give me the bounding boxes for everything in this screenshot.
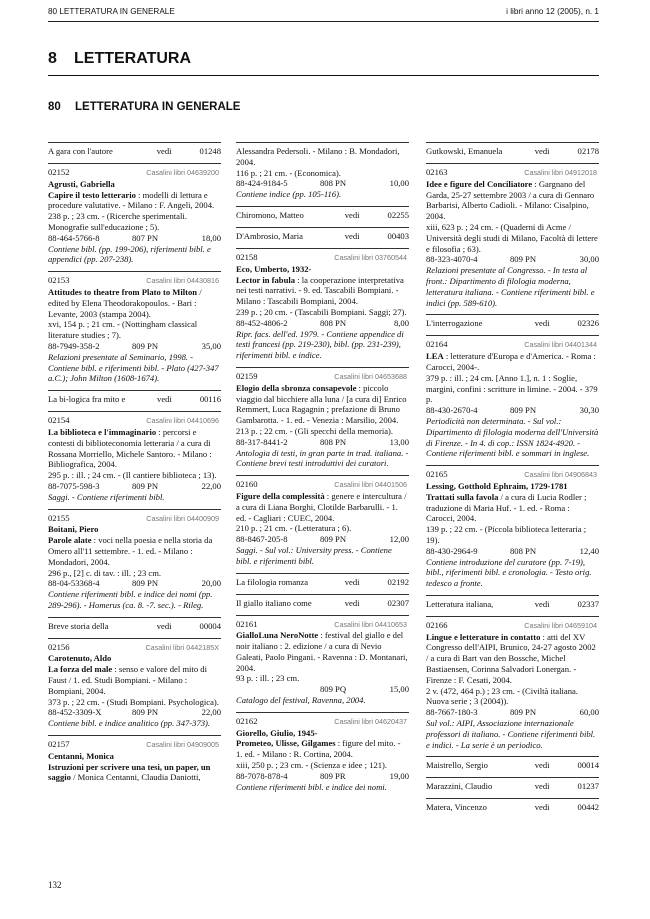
- entry-isbn: 88-317-8441-2: [236, 436, 288, 447]
- entry-title: Elogio della sbronza consapevole: [236, 382, 357, 393]
- entry-physical: 210 p. ; 21 cm. - (Letteratura ; 6).: [236, 523, 352, 534]
- xref-vedi: vedi: [534, 146, 550, 156]
- entry-note: Relazioni presentate al Congresso. - In testa al front.: Dipartimento di filologia moderna, letteratura italiana. - Contiene riferimenti bibl. e indici (pp. 589-610).: [426, 265, 595, 308]
- entry-number: 02164: [426, 339, 448, 350]
- entry-physical: 93 p. : ill. ; 23 cm.: [236, 673, 300, 684]
- entry-isbn-line: [236, 771, 409, 782]
- entry-note: Contiene riferimenti bibl. e indice dei nomi.: [236, 781, 387, 792]
- running-head-right: i libri anno 12 (2005), n. 1: [506, 7, 599, 16]
- entry-text: Alessandra Pedersoli. - Milano : B. Mondadori, 2004.: [236, 146, 400, 167]
- entry-header: [236, 479, 409, 491]
- cross-reference: [48, 617, 221, 638]
- bibliographic-entry: [236, 367, 409, 475]
- entry-classification: 808 PN: [320, 436, 347, 447]
- cross-reference: [236, 573, 409, 594]
- entry-imprint: : piccolo viaggio dal bicchiere alla luna / [a cura di] Enrico Remmert, Luca Ragagnin ; prefazione di Bruno Gambarotta. - 1. ed. - Venezia : Marsilio, 2004.: [236, 382, 407, 426]
- bibliographic-entry: [426, 163, 599, 314]
- entry-header: [426, 469, 599, 481]
- entry-title: Capire il testo letterario: [48, 189, 136, 200]
- entry-header: [426, 620, 599, 632]
- cross-reference: [426, 777, 599, 798]
- entry-isbn: 88-452-4806-2: [236, 317, 288, 328]
- entry-source: Casalini libri 04639200: [146, 168, 219, 177]
- entry-physical: xvi, 154 p. ; 21 cm. - (Nottingham classical literature studies ; 7).: [48, 319, 198, 341]
- entry-isbn: 88-464-5766-8: [48, 232, 100, 243]
- xref-number: 00403: [387, 230, 409, 241]
- entry-header: [236, 371, 409, 383]
- xref-vedi: vedi: [344, 597, 360, 608]
- entry-price: 12,00: [389, 534, 409, 545]
- xref-vedi: vedi: [534, 781, 550, 792]
- entry-isbn: 88-430-2670-4: [426, 405, 478, 416]
- entry-description: [236, 491, 409, 523]
- entry-header: [48, 275, 221, 287]
- entry-note: Contiene riferimenti bibl. e indice dei nomi (pp. 289-296). - Homerus (ca. 8. -7. sec.). - Rileg.: [48, 589, 213, 610]
- entry-source: Casalini libri 04410696: [146, 416, 219, 426]
- bibliographic-entry: [236, 248, 409, 367]
- entry-header: [48, 642, 221, 654]
- entry-classification: 807 PN: [132, 232, 159, 243]
- xref-name: Il giallo italiano come: [236, 597, 312, 608]
- entry-imprint: : senso e valore del mito di Faust / 1. ed. Studi Bompiani. - Milano : Bompiani, 2004.: [48, 664, 207, 696]
- entry-price: 13,00: [389, 436, 409, 447]
- entry-note: Sul vol.: AIPI, Associazione internazionale professori di italiano. - Contiene riferimenti bibl. e indici. - La serie è un periodico.: [426, 718, 596, 750]
- entry-imprint: : festival del giallo e del noir italiano : 2. edizione / a cura di Nevio Galeati, Paolo Pingani. - Ravenna : D. Montanari, 2004.: [236, 630, 408, 673]
- entry-imprint: / a cura di Lucia Rodler ; traduzione di Maria Huf. - 1. ed. - Roma : Carocci, 2004.: [426, 491, 587, 524]
- entry-isbn-line: [426, 546, 599, 557]
- entry-number: 02154: [48, 415, 70, 426]
- bibliographic-entry: [236, 615, 409, 712]
- entry-description: [48, 535, 221, 567]
- entry-price: 15,00: [389, 684, 409, 695]
- entry-description: [236, 275, 409, 307]
- entry-imprint: : modelli di lettura e procedure valutative. - Milano : F. Angeli, 2004.: [48, 189, 215, 211]
- entry-physical: 379 p. : ill. ; 24 cm. [Anno 1.], n. 1 : Soglie, margini, confini : scritture in limine. - 2004. - 379 p.: [426, 372, 598, 405]
- entry-physical: 295 p. : ill. ; 24 cm. - (Il cantiere biblioteca ; 13).: [48, 470, 217, 481]
- entry-description: [426, 351, 599, 373]
- entry-header: [48, 739, 221, 751]
- entry-title: Attitudes to theatre from Plato to Milton: [48, 286, 198, 297]
- entry-physical: xiii, 623 p. ; 24 cm. - (Quaderni di Acme / Università degli studi di Milano, Facoltà di lettere e filosofia ; 63).: [426, 221, 598, 254]
- entry-header: [48, 415, 221, 427]
- entry-note: Saggi. - Sul vol.: University press. - Contiene bibl. e riferimenti bibl.: [236, 544, 392, 566]
- entry-classification: 809 PN: [510, 254, 537, 265]
- entry-title: Trattati sulla favola: [426, 491, 499, 502]
- entry-note: Periodicità non determinata. - Sul vol.: Dipartimento di filologia moderna dell'Università di Firenze. - In 4. di cop.: ISSN 1824-4920. - Contiene riferimenti bibl. e sommari in inglese.: [426, 415, 599, 459]
- xref-vedi: vedi: [534, 598, 550, 609]
- entry-price: 30,00: [579, 254, 599, 265]
- entry-header: [48, 167, 221, 179]
- xref-vedi: vedi: [344, 576, 360, 587]
- xref-name: Chiromono, Matteo: [236, 209, 304, 220]
- entry-classification: 808 PN: [510, 545, 537, 556]
- entry-title: GialloLuna NeroNotte: [236, 630, 319, 641]
- entry-isbn: 88-452-3309-X: [48, 707, 102, 718]
- entry-description: [426, 632, 599, 686]
- entry-source: Casalini libri 04912018: [524, 168, 597, 177]
- xref-number: 02337: [577, 598, 599, 609]
- entry-imprint: : percorsi e contesti di biblioteconomia letteraria / a cura di Rossana Morriello, Michele Santoro. - Milano : Bibliografica, 2004.: [48, 426, 212, 470]
- entry-physical: xiii, 250 p. ; 23 cm. - (Scienza e idee ; 121).: [236, 760, 388, 771]
- entry-isbn-line: [236, 178, 409, 189]
- entry-isbn-line: [236, 437, 409, 448]
- entry-source: Casalini libri 04410653: [334, 619, 407, 629]
- xref-name: L'interrogazione: [426, 318, 483, 329]
- entry-isbn-line: [236, 534, 409, 545]
- entry-classification: 809 PN: [132, 707, 159, 718]
- bibliographic-entry: [426, 616, 599, 757]
- entry-description: [48, 427, 221, 470]
- entry-imprint: / Monica Centanni, Claudia Daniotti,: [70, 772, 201, 783]
- entry-classification: 809 PQ: [320, 684, 347, 695]
- entry-imprint: / edited by Elena Theodorakopoulos. - Bari : Levante, 2003 (stampa 2004).: [48, 286, 202, 319]
- cross-reference: [236, 206, 409, 227]
- entry-physical: 373 p. ; 22 cm. - (Studi Bompiani. Psychologica).: [48, 696, 219, 707]
- entry-number: 02157: [48, 739, 70, 750]
- xref-vedi: vedi: [534, 802, 550, 813]
- entry-isbn: [236, 684, 320, 695]
- cross-reference: [426, 142, 599, 163]
- entry-title: La biblioteca e l'immaginario: [48, 426, 157, 437]
- entry-number: 02161: [236, 618, 258, 629]
- chapter-rule: [48, 75, 599, 76]
- cross-reference: [426, 595, 599, 616]
- xref-number: 02255: [387, 209, 409, 220]
- entry-title: Lingue e letterature in contatto: [426, 631, 541, 642]
- entry-price: 10,00: [389, 178, 409, 189]
- running-head: [48, 7, 599, 19]
- entry-classification: 808 PN: [320, 178, 347, 189]
- entry-physical: 2 v. (472, 464 p.) ; 23 cm. - (Civiltà italiana. Nuova serie ; 3 (2004)).: [426, 685, 578, 707]
- entry-note: Antologia di testi, in gran parte in trad. italiana. - Contiene brevi testi introduttivi dei curatori.: [236, 447, 409, 469]
- entry-description: [236, 383, 409, 426]
- running-head-left: 80 LETTERATURA IN GENERALE: [48, 7, 175, 16]
- entry-price: 8,00: [393, 317, 409, 328]
- entry-isbn-line: [426, 254, 599, 265]
- entry-title: Parole alate: [48, 535, 92, 546]
- entry-price: 20,00: [201, 578, 221, 589]
- entry-physical: 213 p. ; 22 cm. - (Gli specchi della memoria).: [236, 425, 394, 436]
- entry-isbn-line: [48, 707, 221, 718]
- section-title: LETTERATURA IN GENERALE: [75, 101, 241, 113]
- entry-isbn: 88-424-9184-5: [236, 178, 288, 189]
- entry-description: [48, 762, 221, 784]
- xref-number: 00442: [577, 802, 599, 813]
- entry-note: Contiene bibl. (pp. 199-206), riferimenti bibl. e appendici (pp. 207-238).: [48, 243, 211, 265]
- bibliographic-entry: [426, 465, 599, 595]
- xref-name: Maistrello, Sergio: [426, 760, 488, 771]
- xref-number: 01237: [577, 781, 599, 792]
- chapter-number: 8: [48, 50, 57, 67]
- entry-header: [426, 167, 599, 179]
- entry-imprint: : voci nella poesia e nella storia da Omero all'11 settembre. - 1. ed. - Milano : Mondadori, 2004.: [48, 535, 213, 567]
- xref-number: 00014: [577, 760, 599, 771]
- bibliographic-entry: [48, 271, 221, 390]
- xref-vedi: vedi: [344, 230, 360, 241]
- entry-header: [236, 619, 409, 631]
- cross-reference: [236, 594, 409, 615]
- xref-number: 02307: [387, 597, 409, 608]
- entry-isbn: 88-7667-180-3: [426, 707, 478, 718]
- bibliographic-entry: [426, 335, 599, 465]
- entry-isbn: 88-7949-358-2: [48, 340, 100, 351]
- entry-imprint: : figure del mito. - 1. ed. - Milano : R. Cortina, 2004.: [236, 738, 401, 760]
- xref-number: 00116: [199, 394, 221, 405]
- entry-description: [426, 179, 599, 222]
- cross-reference: [236, 227, 409, 248]
- entry-physical: 238 p. ; 23 cm. - (Ricerche sperimentali. Monografie sull'educazione ; 5).: [48, 211, 187, 232]
- bibliographic-entry: [236, 475, 409, 572]
- entry-source: Casalini libri 0442185X: [145, 642, 219, 652]
- xref-vedi: vedi: [534, 318, 550, 329]
- entry-classification: 809 PN: [132, 480, 159, 491]
- entry-classification: 809 PN: [510, 707, 537, 718]
- cross-reference: [426, 756, 599, 777]
- entry-source: Casalini libri 04430816: [146, 276, 219, 286]
- entry-description: [426, 492, 599, 524]
- entry-number: 02156: [48, 641, 70, 652]
- entry-title: Istruzioni per scrivere una tesi, un paper, un saggio: [48, 761, 211, 783]
- entry-description: [48, 287, 221, 319]
- entry-source: Casalini libri 04400909: [146, 513, 219, 523]
- entry-title: Idee e figure del Conciliatore: [426, 178, 533, 189]
- entry-imprint: : atti del XV Congresso dell'AIPI, Brunico, 24-27 agosto 2002 / a cura di Bart van den Bossche, Michel Bastiaensen, Corinna Salvadori Lonergan. - Firenze : F. Cesati, 2004.: [426, 631, 596, 685]
- xref-name: Marazzini, Claudio: [426, 781, 493, 792]
- entry-price: 12,40: [579, 545, 599, 556]
- entry-header: [426, 339, 599, 351]
- xref-number: 02192: [387, 576, 409, 587]
- entry-classification: 809 PN: [320, 534, 347, 545]
- entry-author: Giorello, Giulio, 1945-: [236, 727, 318, 738]
- entry-physical: 116 p. ; 21 cm. - (Economica).: [236, 167, 341, 178]
- entry-physical: 296 p., [2] c. di tav. : ill. ; 23 cm.: [48, 567, 162, 578]
- entry-price: 30,30: [579, 405, 599, 416]
- entry-source: Casalini libri 04653688: [334, 371, 407, 381]
- bibliographic-entry: [48, 509, 221, 617]
- xref-name: A gara con l'autore: [48, 146, 113, 156]
- entry-header: [48, 513, 221, 525]
- entry-author: Carotenuto, Aldo: [48, 653, 112, 664]
- entry-note: Contiene indice (pp. 105-116).: [236, 189, 342, 200]
- cross-reference: [48, 390, 221, 411]
- entry-isbn: 88-7078-878-4: [236, 770, 288, 781]
- cross-reference: [48, 142, 221, 163]
- entry-classification: 809 PN: [132, 340, 159, 351]
- entry-isbn-line: [426, 707, 599, 718]
- xref-name: La filologia romanza: [236, 576, 309, 587]
- cross-reference: [426, 798, 599, 819]
- section-number: 80: [48, 101, 61, 113]
- entry-note: Contiene bibl. e indice analitico (pp. 347-373).: [48, 718, 211, 729]
- entry-continuation: [236, 142, 409, 206]
- entry-title: LEA: [426, 351, 444, 362]
- entry-isbn-line: [48, 341, 221, 352]
- entry-author: Lessing, Gotthold Ephraim, 1729-1781: [426, 480, 568, 491]
- bibliographic-entry: [48, 163, 221, 271]
- header-rule: [48, 21, 599, 22]
- entry-physical: 239 p. ; 20 cm. - (Tascabili Bompiani. Saggi; 27).: [236, 306, 407, 317]
- entry-classification: 809 PN: [510, 405, 537, 416]
- entry-price: 22,00: [201, 480, 221, 491]
- entry-price: 18,00: [201, 232, 221, 243]
- entry-imprint: [236, 146, 409, 168]
- entry-isbn-line: [48, 481, 221, 492]
- entry-note: Contiene introduzione del curatore (pp. 7-19), bibl., riferimenti bibl. e cronologia. - Testo orig. tedesco a fronte.: [426, 556, 592, 589]
- entry-source: Casalini libri 04401506: [334, 480, 407, 490]
- entry-price: 60,00: [579, 707, 599, 718]
- xref-vedi: vedi: [344, 209, 360, 220]
- entry-imprint: : genere e intercultura / a cura di Liana Borghi, Clotilde Barbarulli. - 1. ed. - Cagliari : CUEC, 2004.: [236, 490, 407, 523]
- entry-source: Casalini libri 04909005: [146, 740, 219, 750]
- column-3: [426, 142, 599, 819]
- entry-price: 35,00: [201, 340, 221, 351]
- entry-isbn-line: [426, 405, 599, 416]
- entry-title: Figure della complessità: [236, 490, 325, 501]
- xref-name: Breve storia della: [48, 620, 109, 631]
- entry-physical: 139 p. ; 22 cm. - (Piccola biblioteca letteraria ; 19).: [426, 524, 587, 545]
- xref-number: 01248: [199, 146, 221, 156]
- cross-reference: [426, 314, 599, 335]
- bibliographic-entry: [48, 411, 221, 508]
- bibliographic-entry: [236, 712, 409, 799]
- entry-source: Casalini libri 04620437: [334, 716, 407, 726]
- chapter-title: LETTERATURA: [74, 50, 192, 67]
- entry-classification: 809 PN: [132, 578, 159, 589]
- xref-name: Gutkowski, Emanuela: [426, 146, 503, 156]
- entry-description: [48, 190, 221, 212]
- entry-imprint: : la cooperazione interpretativa nei testi narrativi. - 9. ed. Tascabili Bompiani. - Milano : Tascabili Bompiani, 2004.: [236, 274, 404, 307]
- entry-author: Agrusti, Gabriella: [48, 178, 115, 189]
- entry-header: [236, 252, 409, 264]
- entry-note: Catalogo del festival, Ravenna, 2004.: [236, 695, 366, 706]
- entry-imprint: : Gargnano del Garda, 25-27 settembre 2003 / a cura di Gennaro Barbarisi, Alberto Cadioli. - Milano: Cisalpino, 2004.: [426, 178, 595, 222]
- entry-author: Centanni, Monica: [48, 750, 114, 761]
- entry-number: 02162: [236, 715, 258, 726]
- column-1: [48, 142, 221, 789]
- page-number: 132: [48, 880, 62, 890]
- entry-author: Boitani, Piero: [48, 524, 99, 535]
- bibliographic-entry: [48, 638, 221, 735]
- xref-number: 02178: [577, 146, 599, 156]
- entry-title: Prometeo, Ulisse, Gilgames: [236, 738, 336, 749]
- entry-number: 02155: [48, 512, 70, 523]
- entry-number: 02153: [48, 275, 70, 286]
- entry-source: Casalini libri 04659104: [524, 620, 597, 630]
- entry-number: 02160: [236, 479, 258, 490]
- entry-isbn-line: [236, 318, 409, 329]
- entry-isbn-line: [48, 578, 221, 589]
- xref-number: 00004: [199, 620, 221, 631]
- entry-isbn: 88-323-4070-4: [426, 254, 478, 265]
- column-2: [236, 142, 409, 798]
- xref-vedi: vedi: [534, 760, 550, 771]
- entry-source: Casalini libri 04906843: [524, 470, 597, 480]
- entry-note: Ripr. facs. dell'ed. 1979. - Contiene appendice di testi francesi (pp. 219-230), bibl. (pp. 231-239), riferimenti bibl. e indice.: [236, 328, 404, 361]
- entry-classification: 809 PR: [320, 770, 346, 781]
- xref-vedi: vedi: [156, 620, 172, 631]
- entry-number: 02163: [426, 167, 448, 177]
- entry-price: 22,00: [201, 707, 221, 718]
- entry-imprint: : letterature d'Europa e d'America. - Roma : Carocci, 2004-.: [426, 351, 596, 372]
- entry-number: 02166: [426, 619, 448, 630]
- xref-name: Matera, Vincenzo: [426, 802, 487, 813]
- bibliographic-entry: [48, 735, 221, 789]
- entry-note: Saggi. - Contiene riferimenti bibl.: [48, 491, 165, 502]
- entry-title: La forza del male: [48, 664, 113, 675]
- entry-description: [236, 630, 409, 673]
- entry-isbn-line: [236, 684, 409, 695]
- chapter-heading: [48, 50, 191, 68]
- xref-name: La bi-logica fra mito e: [48, 394, 126, 405]
- entry-isbn: 88-04-53368-4: [48, 578, 100, 589]
- entry-description: [48, 664, 221, 696]
- xref-name: D'Ambrosio, Maria: [236, 230, 303, 241]
- xref-vedi: vedi: [157, 394, 172, 405]
- entry-isbn: 88-7075-598-3: [48, 480, 100, 491]
- xref-name: Letteratura italiana,: [426, 598, 494, 609]
- entry-title: Lector in fabula: [236, 274, 296, 285]
- xref-vedi: vedi: [156, 146, 172, 156]
- entry-number: 02158: [236, 251, 258, 262]
- entry-number: 02152: [48, 167, 70, 177]
- entry-author: Eco, Umberto, 1932-: [236, 263, 312, 274]
- entry-price: 19,00: [389, 770, 409, 781]
- entry-header: [236, 716, 409, 728]
- xref-number: 02326: [577, 318, 599, 329]
- entry-number: 02165: [426, 469, 448, 480]
- entry-description: [236, 738, 409, 760]
- entry-source: Casalini libri 03760544: [334, 252, 407, 262]
- entry-number: 02159: [236, 370, 258, 381]
- entry-isbn-line: [48, 233, 221, 244]
- entry-isbn: 88-8467-205-8: [236, 534, 288, 545]
- entry-note: Relazioni presentate al Seminario, 1998. - Contiene bibl. e riferimenti bibl. - Plato (427-347 a.C.); John Milton (1608-1674).: [48, 351, 219, 384]
- entry-source: Casalini libri 04401344: [524, 340, 597, 350]
- entry-isbn: 88-430-2964-9: [426, 545, 478, 556]
- entry-classification: 808 PN: [320, 317, 347, 328]
